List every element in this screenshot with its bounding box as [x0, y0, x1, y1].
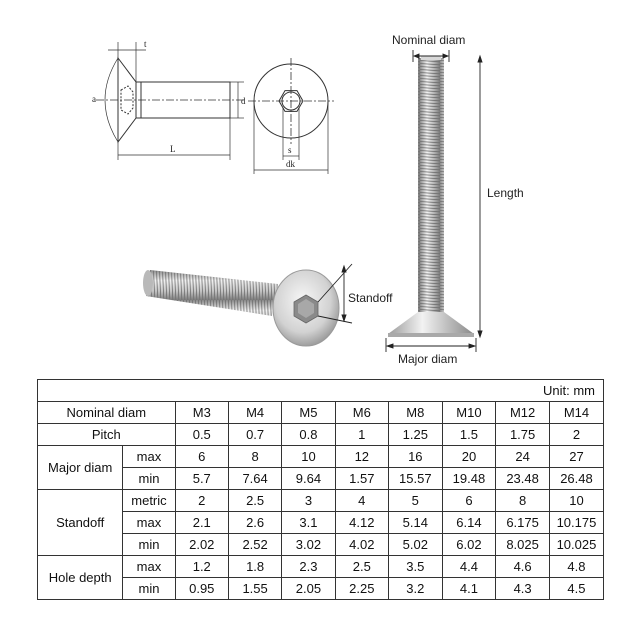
- value-cell: 4.8: [549, 556, 603, 578]
- value-cell: 4.1: [442, 578, 496, 600]
- table-row: [38, 512, 604, 534]
- value-cell: 1.55: [228, 578, 281, 600]
- size-header-cell: M3: [175, 402, 228, 424]
- value-cell: 4: [335, 490, 388, 512]
- value-cell: 2.3: [282, 556, 335, 578]
- value-cell: 0.95: [175, 578, 228, 600]
- value-cell: 4.3: [496, 578, 550, 600]
- value-cell: 4.12: [335, 512, 388, 534]
- size-header-cell: M6: [335, 402, 388, 424]
- value-cell: 2.05: [282, 578, 335, 600]
- value-cell: 10.175: [549, 512, 603, 534]
- value-cell: 5: [388, 490, 442, 512]
- row-group-cell: Pitch: [38, 424, 176, 446]
- value-cell: 27: [549, 446, 603, 468]
- value-cell: 0.5: [175, 424, 228, 446]
- value-cell: 2.25: [335, 578, 388, 600]
- value-cell: 0.7: [228, 424, 281, 446]
- value-cell: 7.64: [228, 468, 281, 490]
- dim-dk-label: dk: [286, 159, 295, 169]
- size-header-cell: M10: [442, 402, 496, 424]
- value-cell: 4.6: [496, 556, 550, 578]
- vertical-screw-photo: [388, 56, 474, 337]
- row-sub-cell: min: [123, 468, 175, 490]
- value-cell: 6.14: [442, 512, 496, 534]
- value-cell: 23.48: [496, 468, 550, 490]
- row-group-cell: Hole depth: [38, 556, 123, 600]
- size-header-cell: M8: [388, 402, 442, 424]
- value-cell: 19.48: [442, 468, 496, 490]
- row-sub-cell: min: [123, 578, 175, 600]
- value-cell: 3.5: [388, 556, 442, 578]
- value-cell: 0.8: [282, 424, 335, 446]
- row-sub-cell: max: [123, 512, 175, 534]
- value-cell: 26.48: [549, 468, 603, 490]
- table-row: [38, 446, 604, 468]
- value-cell: 1.57: [335, 468, 388, 490]
- table-row: [38, 578, 604, 600]
- value-cell: 24: [496, 446, 550, 468]
- value-cell: 3.1: [282, 512, 335, 534]
- spec-table: [37, 379, 604, 600]
- value-cell: 2.5: [228, 490, 281, 512]
- value-cell: 10: [282, 446, 335, 468]
- dim-s-label: s: [288, 145, 292, 155]
- size-header-cell: M12: [496, 402, 550, 424]
- dim-L-label: L: [170, 144, 176, 154]
- major-diam-label: Major diam: [398, 352, 458, 366]
- nominal-diam-label: Nominal diam: [392, 33, 466, 47]
- dim-t-label: t: [144, 39, 147, 49]
- value-cell: 2: [549, 424, 603, 446]
- value-cell: 6: [175, 446, 228, 468]
- dim-a-label: a: [92, 94, 96, 104]
- lying-screw-photo: [143, 270, 339, 346]
- row-sub-cell: max: [123, 446, 175, 468]
- value-cell: 4.02: [335, 534, 388, 556]
- value-cell: 5.02: [388, 534, 442, 556]
- value-cell: 2.52: [228, 534, 281, 556]
- value-cell: 3: [282, 490, 335, 512]
- table-row: [38, 556, 604, 578]
- dim-d-label: d: [241, 96, 246, 106]
- value-cell: 2.5: [335, 556, 388, 578]
- value-cell: 8: [496, 490, 550, 512]
- standoff-label: Standoff: [348, 291, 393, 305]
- header-label-cell: Nominal diam: [38, 402, 176, 424]
- value-cell: 20: [442, 446, 496, 468]
- value-cell: 1.5: [442, 424, 496, 446]
- value-cell: 4.5: [549, 578, 603, 600]
- table-row: [38, 534, 604, 556]
- table-row: [38, 490, 604, 512]
- value-cell: 8.025: [496, 534, 550, 556]
- length-label: Length: [487, 186, 524, 200]
- size-header-cell: M5: [282, 402, 335, 424]
- table-row: [38, 424, 604, 446]
- value-cell: 16: [388, 446, 442, 468]
- value-cell: 12: [335, 446, 388, 468]
- value-cell: 1.25: [388, 424, 442, 446]
- value-cell: 2.6: [228, 512, 281, 534]
- value-cell: 1.8: [228, 556, 281, 578]
- value-cell: 2: [175, 490, 228, 512]
- unit-cell: Unit: mm: [38, 380, 604, 402]
- value-cell: 9.64: [282, 468, 335, 490]
- row-group-cell: Standoff: [38, 490, 123, 556]
- value-cell: 4.4: [442, 556, 496, 578]
- unit-row: [38, 380, 604, 402]
- value-cell: 2.02: [175, 534, 228, 556]
- row-sub-cell: min: [123, 534, 175, 556]
- value-cell: 5.7: [175, 468, 228, 490]
- value-cell: 10.025: [549, 534, 603, 556]
- value-cell: 1.75: [496, 424, 550, 446]
- size-header-cell: M4: [228, 402, 281, 424]
- value-cell: 6.175: [496, 512, 550, 534]
- size-header-cell: M14: [549, 402, 603, 424]
- value-cell: 6: [442, 490, 496, 512]
- value-cell: 3.2: [388, 578, 442, 600]
- row-sub-cell: max: [123, 556, 175, 578]
- value-cell: 8: [228, 446, 281, 468]
- row-group-cell: Major diam: [38, 446, 123, 490]
- value-cell: 2.1: [175, 512, 228, 534]
- table-row: [38, 468, 604, 490]
- value-cell: 3.02: [282, 534, 335, 556]
- value-cell: 1: [335, 424, 388, 446]
- row-sub-cell: metric: [123, 490, 175, 512]
- value-cell: 5.14: [388, 512, 442, 534]
- value-cell: 6.02: [442, 534, 496, 556]
- value-cell: 15.57: [388, 468, 442, 490]
- header-row: [38, 402, 604, 424]
- value-cell: 10: [549, 490, 603, 512]
- value-cell: 1.2: [175, 556, 228, 578]
